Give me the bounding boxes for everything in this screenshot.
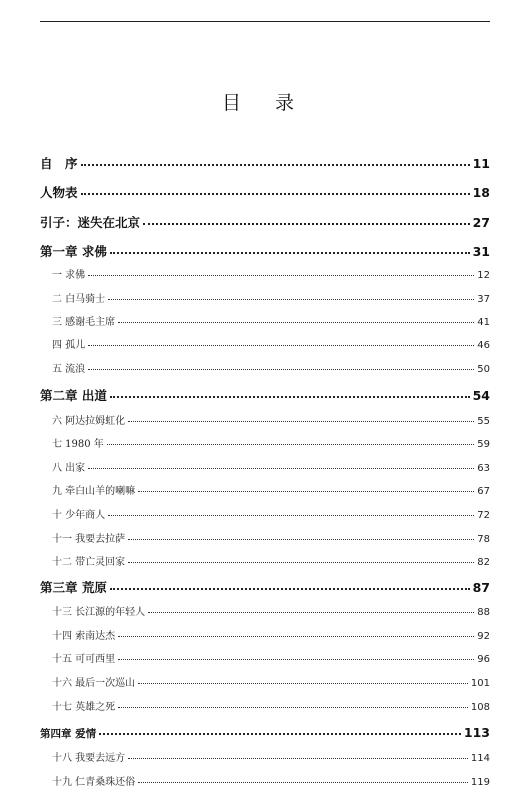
toc-entry-page-number: 92 — [477, 631, 490, 642]
toc-entry-label: 五 流浪 — [52, 364, 86, 375]
toc-entry-page-number: 11 — [472, 156, 490, 171]
page-title: 目 录 — [221, 92, 309, 114]
toc-entry-label: 一 求佛 — [52, 270, 86, 281]
toc-entry[interactable] — [40, 290, 490, 305]
toc-entry[interactable] — [40, 749, 490, 764]
toc-entry-label: 第一章 求佛 — [40, 244, 107, 259]
toc-entry-page-number: 59 — [477, 439, 490, 450]
toc-entry-label: 十八 我要去远方 — [52, 753, 126, 764]
toc-entry-page-number: 27 — [472, 215, 490, 230]
toc-entry-page-number: 37 — [477, 294, 490, 305]
dot-leader — [118, 322, 474, 323]
toc-entry[interactable] — [40, 183, 490, 201]
toc-entry-label: 二 白马骑士 — [52, 294, 106, 305]
toc-entry[interactable] — [40, 459, 490, 474]
toc-entry[interactable] — [40, 698, 490, 713]
toc-entry-page-number: 54 — [472, 388, 490, 403]
toc-entry[interactable] — [40, 435, 490, 450]
dot-leader — [118, 659, 474, 660]
dot-leader — [118, 707, 468, 708]
toc-entry[interactable] — [40, 213, 490, 231]
toc-entry-page-number: 101 — [470, 678, 490, 689]
toc-entry-label: 十三 长江源的年轻人 — [52, 607, 146, 618]
toc-entry[interactable] — [40, 360, 490, 375]
toc-entry-label: 引子：迷失在北京 — [40, 215, 141, 230]
toc-entry[interactable] — [40, 553, 490, 568]
toc-entry-page-number: 18 — [472, 185, 490, 200]
toc-entry-label: 第二章 出道 — [40, 388, 107, 403]
dot-leader — [128, 539, 474, 540]
toc-entry-label: 十 少年商人 — [52, 510, 106, 521]
toc-entry[interactable] — [40, 674, 490, 689]
dot-leader — [110, 396, 470, 398]
toc-entry-label: 七 1980 年 — [52, 439, 104, 450]
toc-entry-label: 十二 带亡灵回家 — [52, 557, 126, 568]
toc-entry-page-number: 63 — [477, 463, 490, 474]
toc-entry[interactable] — [40, 154, 490, 172]
dot-leader — [88, 468, 474, 469]
toc-entry[interactable] — [40, 386, 490, 404]
toc-entry[interactable] — [40, 725, 490, 741]
dot-leader — [143, 223, 470, 225]
toc-entry-label: 四 孤儿 — [52, 340, 86, 351]
toc-entry-label: 十五 可可西里 — [52, 654, 116, 665]
toc-entry-label: 自 序 — [40, 156, 78, 171]
toc-entry-page-number: 87 — [472, 580, 490, 595]
dot-leader — [118, 636, 474, 637]
toc-entry-page-number: 96 — [477, 654, 490, 665]
dot-leader — [108, 515, 474, 516]
dot-leader — [88, 275, 474, 276]
dot-leader — [107, 444, 474, 445]
toc-entry-page-number: 50 — [477, 364, 490, 375]
dot-leader — [138, 491, 474, 492]
toc-entry-label: 第四章 爱情 — [40, 728, 97, 740]
toc-entry-page-number: 41 — [477, 317, 490, 328]
toc-entry-page-number: 82 — [477, 557, 490, 568]
toc-entry-page-number: 55 — [477, 416, 490, 427]
toc-entry[interactable] — [40, 266, 490, 281]
toc-entry[interactable] — [40, 313, 490, 328]
dot-leader — [128, 421, 474, 422]
toc-entry[interactable] — [40, 627, 490, 642]
dot-leader — [88, 345, 474, 346]
toc-entry-label: 十四 索南达杰 — [52, 631, 116, 642]
toc-entry[interactable] — [40, 242, 490, 260]
toc-entry-page-number: 67 — [477, 486, 490, 497]
toc-entry-page-number: 114 — [470, 753, 490, 764]
toc-entry-label: 十六 最后一次巡山 — [52, 678, 136, 689]
toc-entry-page-number: 72 — [477, 510, 490, 521]
toc-entry[interactable] — [40, 578, 490, 596]
toc-entry-label: 十七 英雄之死 — [52, 702, 116, 713]
dot-leader — [128, 562, 474, 563]
toc-entry-page-number: 46 — [477, 340, 490, 351]
toc-entry-page-number: 78 — [477, 534, 490, 545]
toc-entry[interactable] — [40, 530, 490, 545]
toc-entry-label: 八 出家 — [52, 463, 86, 474]
toc-entry-label: 人物表 — [40, 185, 78, 200]
toc-entry[interactable] — [40, 336, 490, 351]
dot-leader — [99, 733, 461, 735]
toc-entry-label: 十九 仁青桑珠还俗 — [52, 777, 136, 788]
toc-entry-page-number: 12 — [477, 270, 490, 281]
dot-leader — [138, 683, 468, 684]
dot-leader — [88, 369, 474, 370]
dot-leader — [148, 612, 474, 613]
toc-entry-label: 十一 我要去拉萨 — [52, 534, 126, 545]
toc-entry[interactable] — [40, 773, 490, 788]
toc-entry[interactable] — [40, 482, 490, 497]
dot-leader — [108, 299, 474, 300]
toc-entry-label: 六 阿达拉姆虹化 — [52, 416, 126, 427]
toc-entry-page-number: 108 — [470, 702, 490, 713]
dot-leader — [81, 164, 470, 166]
dot-leader — [110, 252, 470, 254]
dot-leader — [128, 758, 468, 759]
toc-entry-page-number: 113 — [463, 725, 490, 740]
dot-leader — [110, 588, 470, 590]
toc-entry[interactable] — [40, 412, 490, 427]
toc-entry-page-number: 31 — [472, 244, 490, 259]
toc-entry[interactable] — [40, 603, 490, 618]
toc-entry-label: 三 感谢毛主席 — [52, 317, 116, 328]
toc-entry-page-number: 88 — [477, 607, 490, 618]
toc-entry-label: 九 牵白山羊的喇嘛 — [52, 486, 136, 497]
toc-entry-label: 第三章 荒原 — [40, 580, 107, 595]
top-rule — [40, 21, 490, 22]
dot-leader — [138, 782, 468, 783]
toc-entry[interactable] — [40, 506, 490, 521]
toc-entry[interactable] — [40, 650, 490, 665]
dot-leader — [81, 193, 470, 195]
toc-entry-page-number: 119 — [470, 777, 490, 788]
